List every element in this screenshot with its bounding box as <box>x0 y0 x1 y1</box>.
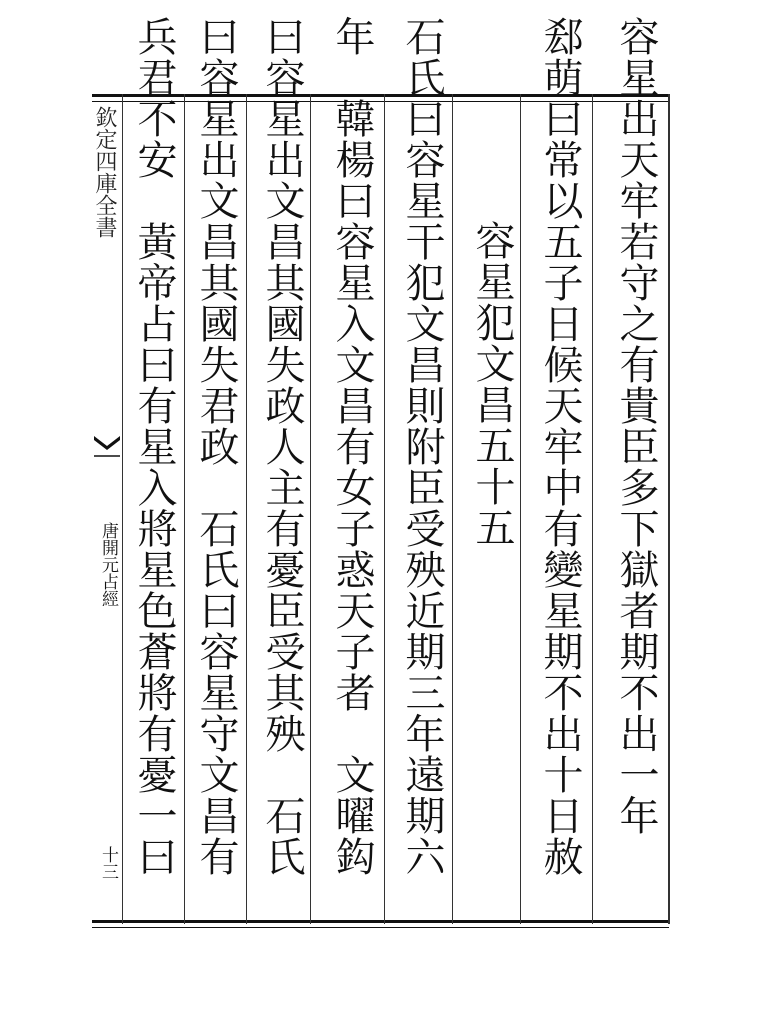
margin-page-number: 十三 <box>98 846 118 880</box>
column-rule <box>592 94 593 924</box>
column-rule <box>122 94 123 924</box>
margin-chapter-title: 唐開元占經 <box>98 522 118 607</box>
column-rule <box>184 94 185 924</box>
column-rule <box>384 94 385 924</box>
section-heading: 容星犯文昌五十五 <box>469 220 515 548</box>
text-column-8: 兵君不安 黃帝占曰有星入將星色蒼將有憂一曰 <box>131 16 177 877</box>
text-column-1: 容星出天牢若守之有貴臣多下獄者期不出一年 <box>613 16 659 836</box>
text-column-5: 年 韓楊曰容星入文昌有女子惑天子者 文曜鈎 <box>329 16 375 877</box>
margin-book-title: 欽定四庫全書 <box>92 106 117 238</box>
column-rule <box>246 94 247 924</box>
margin-strip <box>92 94 122 930</box>
bottom-border <box>92 920 669 923</box>
column-rule <box>452 94 453 924</box>
column-rule <box>668 94 670 924</box>
text-column-4: 石氏曰容星干犯文昌則附臣受殃近期三年遠期六 <box>399 16 445 877</box>
text-column-2: 郄萌曰常以五子日候天牢中有變星期不出十日赦 <box>537 16 583 877</box>
fishtail-mark-icon <box>92 434 122 458</box>
bottom-border-inner <box>92 927 669 928</box>
text-column-7: 曰容星出文昌其國失君政 石氏曰容星守文昌有 <box>193 16 239 877</box>
text-column-6: 曰容星出文昌其國失政人主有憂臣受其殃 石氏 <box>259 16 305 877</box>
